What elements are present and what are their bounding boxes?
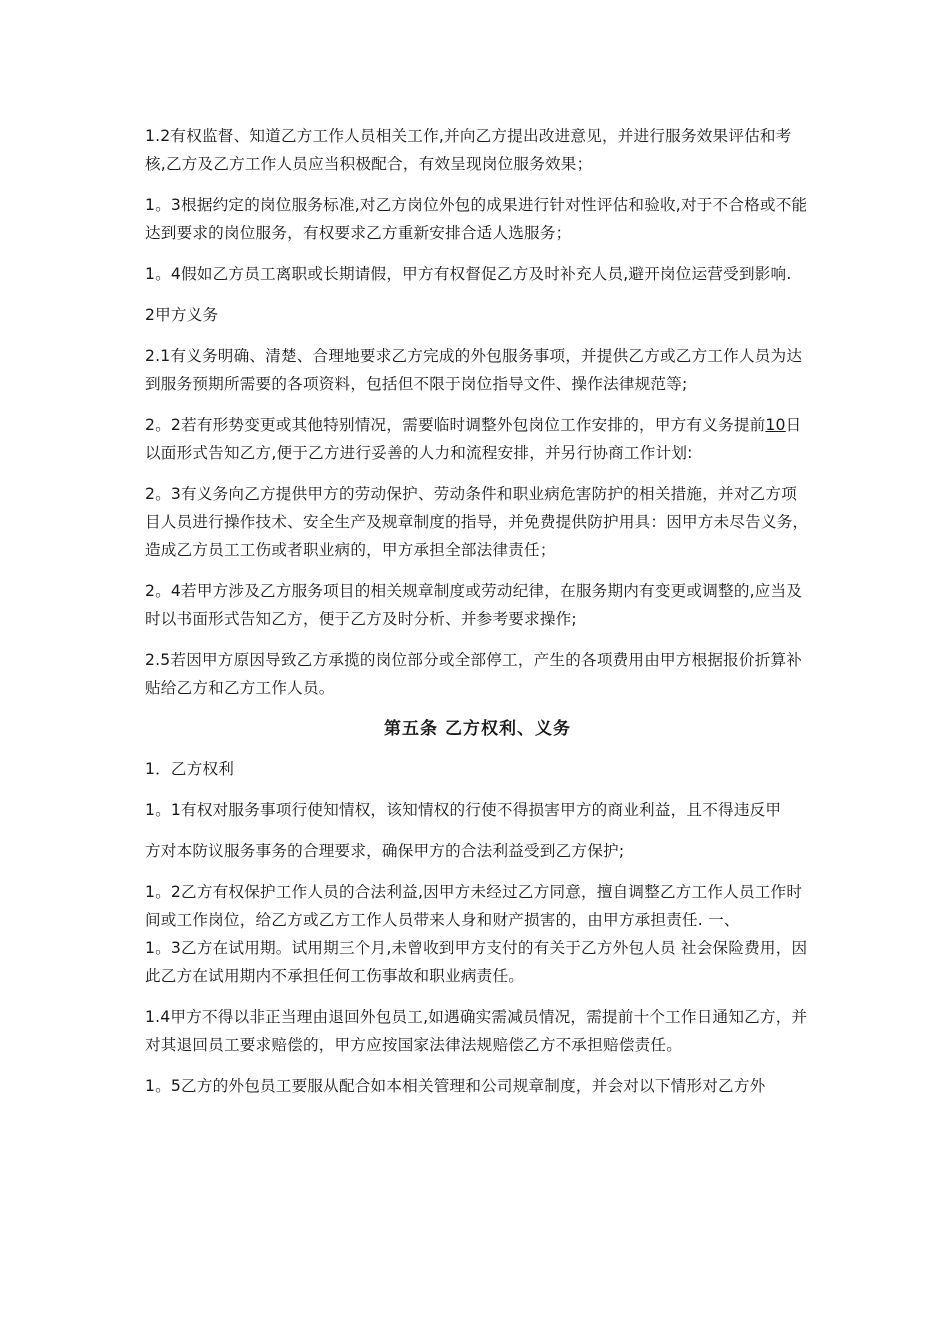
party-b-clause-1-1: 1。1有权对服务事项行使知情权，该知情权的行使不得损害甲方的商业利益，且不得违反甲 <box>145 801 782 819</box>
clause-2-heading: 2甲方义务 <box>145 306 219 324</box>
clause-2-1: 2.1有义务明确、清楚、合理地要求乙方完成的外包服务事项，并提供乙方或乙方工作人员为达到服务预期所需要的各项资料，包括但不限于岗位指导文件、操作法律规范等; <box>145 347 803 393</box>
party-b-rights-heading: 1．乙方权利 <box>145 760 235 778</box>
party-b-clause-1-1-continued: 方对本防议服务事务的合理要求，确保甲方的合法利益受到乙方保护; <box>145 842 625 860</box>
document-body <box>145 122 810 1113</box>
clause-2-5: 2.5若因甲方原因导致乙方承揽的岗位部分或全部停工，产生的各项费用由甲方根据报价折算补贴给乙方和乙方工作人员。 <box>145 651 803 697</box>
clause-2-2 <box>145 411 810 467</box>
section-heading: 第五条 乙方权利、义务 <box>384 719 571 739</box>
clause-1-3: 1。3根据约定的岗位服务标准,对乙方岗位外包的成果进行针对性评估和验收,对于不合格或不能达到要求的岗位服务，有权要求乙方重新安排合适人选服务； <box>145 196 808 242</box>
party-b-clause-1-3: 1。3乙方在试用期。试用期三个月,未曾收到甲方支付的有关于乙方外包人员 社会保险费用，因此乙方在试用期内不承担任何工伤事故和职业病责任。 <box>145 939 808 985</box>
party-b-clause-1-2: 1。2乙方有权保护工作人员的合法利益,因甲方未经过乙方同意，擅自调整乙方工作人员工作时间或工作岗位，给乙方或乙方工作人员带来人身和财产损害的，由甲方承担责任. 一、 <box>145 883 803 929</box>
clause-2-2-text-before: 2。2若有形势变更或其他特别情况，需要临时调整外包岗位工作安排的，甲方有义务提前 <box>145 416 766 434</box>
clause-2-4: 2。4若甲方涉及乙方服务项目的相关规章制度或劳动纪律，在服务期内有变更或调整的,应当及时以书面形式告知乙方，便于乙方及时分析、并参考要求操作; <box>145 582 803 628</box>
clause-1-2: 1.2有权监督、知道乙方工作人员相关工作,并向乙方提出改进意见，并进行服务效果评估和考核,乙方及乙方工作人员应当积极配合，有效呈现岗位服务效果； <box>145 127 792 173</box>
clause-1-4: 1。4假如乙方员工离职或长期请假，甲方有权督促乙方及时补充人员,避开岗位运营受到影响. <box>145 265 792 283</box>
clause-2-3: 2。3有义务向乙方提供甲方的劳动保护、劳动条件和职业病危害防护的相关措施，并对乙方项目人员进行操作技术、安全生产及规章制度的指导，并免费提供防护用具：因甲方未尽告义务，造成乙方员工工伤或者职业病的，甲方承担全部法律责任； <box>145 485 809 559</box>
party-b-clause-1-4: 1.4甲方不得以非正当理由退回外包员工,如遇确实需减员情况，需提前十个工作日通知乙方，并对其退回员工要求赔偿的，甲方应按国家法律法规赔偿乙方不承担赔偿责任。 <box>145 1008 808 1054</box>
notice-days-value: 10 <box>765 416 786 434</box>
clause-2-2-text-after: 日以面形式告知乙方,便于乙方进行妥善的人力和流程安排，并另行协商工作计划: <box>145 416 802 462</box>
party-b-clause-1-5: 1。5乙方的外包员工要服从配合如本相关管理和公司规章制度，并会对以下情形对乙方外 <box>145 1077 766 1095</box>
